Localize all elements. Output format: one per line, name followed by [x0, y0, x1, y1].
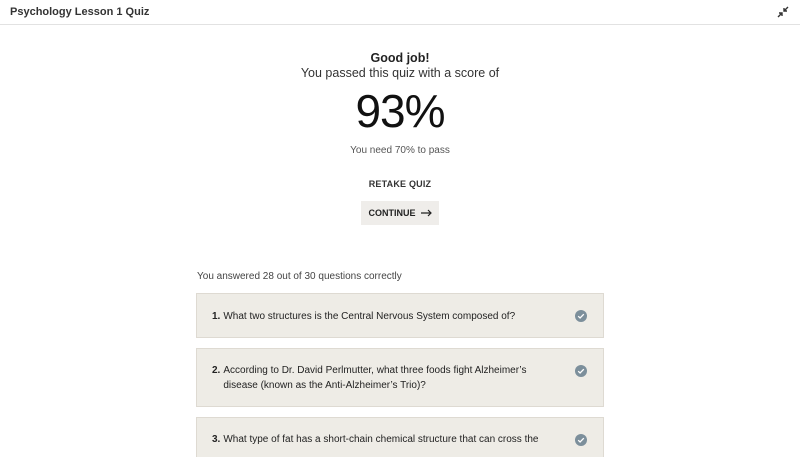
collapse-icon[interactable] [776, 5, 790, 19]
question-card-3[interactable] [196, 417, 604, 457]
answered-summary: You answered 28 out of 30 questions correctly [197, 271, 402, 282]
check-circle-icon [575, 434, 587, 446]
question-card-2[interactable] [196, 348, 604, 407]
result-headline: Good job! [370, 51, 430, 65]
retake-quiz-button[interactable]: RETAKE QUIZ [350, 176, 450, 192]
question-text-2: 2. According to Dr. David Perlmutter, what three foods fight Alzheimer’s disease (known as the Anti-Alzheimer’s Trio)? [212, 365, 527, 391]
question-card-1[interactable] [196, 293, 604, 338]
check-circle-icon [575, 365, 587, 377]
top-bar [0, 0, 800, 25]
check-circle-icon [575, 310, 587, 322]
result-subline: You passed this quiz with a score of [300, 66, 500, 80]
score-value: 93% [355, 85, 445, 137]
question-text-1: 1. What two structures is the Central Nervous System composed of? [212, 311, 516, 322]
pass-requirement: You need 70% to pass [350, 145, 450, 156]
continue-button[interactable] [361, 201, 439, 225]
arrow-right-icon [421, 209, 432, 217]
question-text-3: 3. What type of fat has a short-chain chemical structure that can cross the [212, 434, 539, 445]
continue-label: CONTINUE [368, 208, 416, 218]
quiz-title: Psychology Lesson 1 Quiz [10, 6, 150, 18]
